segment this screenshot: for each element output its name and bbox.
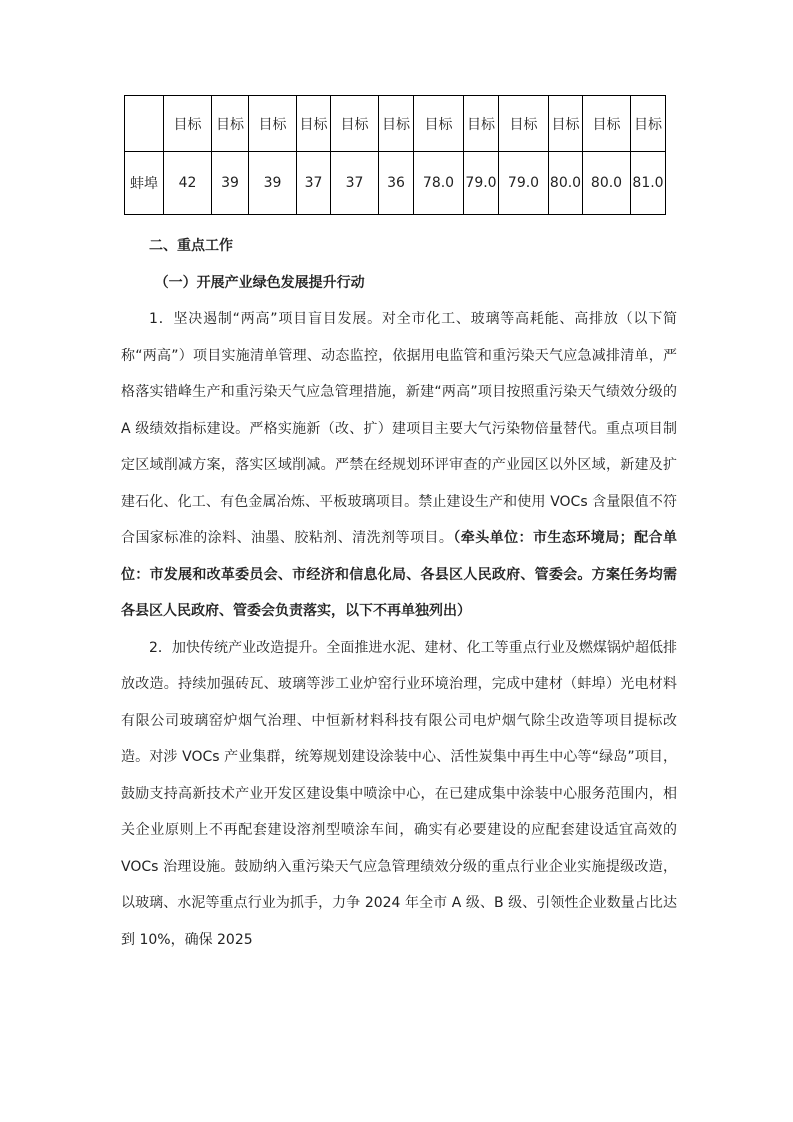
table-row-label: 蚌埠 [125, 152, 164, 215]
table-cell: 39 [249, 152, 297, 215]
table-header-cell: 目标 [499, 96, 549, 152]
table-header-cell: 目标 [464, 96, 499, 152]
table-header-row [125, 96, 666, 152]
item-2-text: 2．加快传统产业改造提升。全面推进水泥、建材、化工等重点行业及燃煤锅炉超低排放改造。持续加强砖瓦、玻璃等涉工业炉窑行业环境治理，完成中建材（蚌埠）光电材料有限公司玻璃窑炉烟气治理、中恒新材料科技有限公司电炉烟气除尘改造等项目提标改造。对涉 VOCs 产业集群，统筹规划建设涂装中心、活性炭集中再生中心等“绿岛”项目，鼓励支持高新技术产业开发区建设集中喷涂中心，在已建成集中涂装中心服务范围内，相关企业原则上不再配套建设溶剂型喷涂车间，确实有必要建设的应配套建设适宜高效的 VOCs 治理设施。鼓励纳入重污染天气应急管理绩效分级的重点行业企业实施提级改造，以玻璃、水泥等重点行业为抓手，力争 2024 年全市 A 级、B 级、引领性企业数量占比达到 10%，确保 2025 [121, 639, 677, 948]
item-1-text: 1．坚决遏制“两高”项目盲目发展。对全市化工、玻璃等高耗能、高排放（以下简称“两高”）项目实施清单管理、动态监控，依据用电监管和重污染天气应急减排清单，严格落实错峰生产和重污染天气应急管理措施，新建“两高”项目按照重污染天气绩效分级的 A 级绩效指标建设。严格实施新（改、扩）建项目主要大气污染物倍量替代。重点项目制定区域削减方案，落实区域削减。严禁在经规划环评审查的产业园区以外区域，新建及扩建石化、化工、有色金属冶炼、平板玻璃项目。禁止建设生产和使用 VOCs 含量限值不符合国家标准的涂料、油墨、胶粘剂、清洗剂等项目。 [121, 311, 677, 546]
table-header-cell: 目标 [331, 96, 379, 152]
item-1-responsibility: （牵头单位：市生态环境局；配合单位：市发展和改革委员会、市经济和信息化局、各县区人民政府、管委会。方案任务均需各县区人民政府、管委会负责落实，以下不再单独列出） [121, 530, 678, 619]
section-heading: 二、重点工作 [149, 238, 233, 254]
table-cell: 37 [297, 152, 331, 215]
table-cell: 36 [379, 152, 414, 215]
table-cell: 79.0 [499, 152, 549, 215]
table-cell: 81.0 [631, 152, 666, 215]
paragraph-item-2 [121, 630, 677, 959]
table-header-cell: 目标 [249, 96, 297, 152]
table-header-cell: 目标 [583, 96, 631, 152]
table-cell: 37 [331, 152, 379, 215]
paragraph-item-1 [121, 301, 677, 630]
table-cell: 42 [164, 152, 212, 215]
document-body [121, 228, 677, 958]
table-header-cell: 目标 [549, 96, 583, 152]
table-header-cell [125, 96, 164, 152]
table-header-cell: 目标 [631, 96, 666, 152]
table-cell: 80.0 [549, 152, 583, 215]
table-cell: 80.0 [583, 152, 631, 215]
targets-table [124, 95, 666, 215]
table-cell: 39 [212, 152, 249, 215]
table-cell: 79.0 [464, 152, 499, 215]
table-header-cell: 目标 [164, 96, 212, 152]
table-header-cell: 目标 [379, 96, 414, 152]
table-header-cell: 目标 [297, 96, 331, 152]
table-header-cell: 目标 [212, 96, 249, 152]
table-header-cell: 目标 [414, 96, 464, 152]
table-row [125, 152, 666, 215]
subsection-heading: （一）开展产业绿色发展提升行动 [154, 274, 365, 291]
table-cell: 78.0 [414, 152, 464, 215]
